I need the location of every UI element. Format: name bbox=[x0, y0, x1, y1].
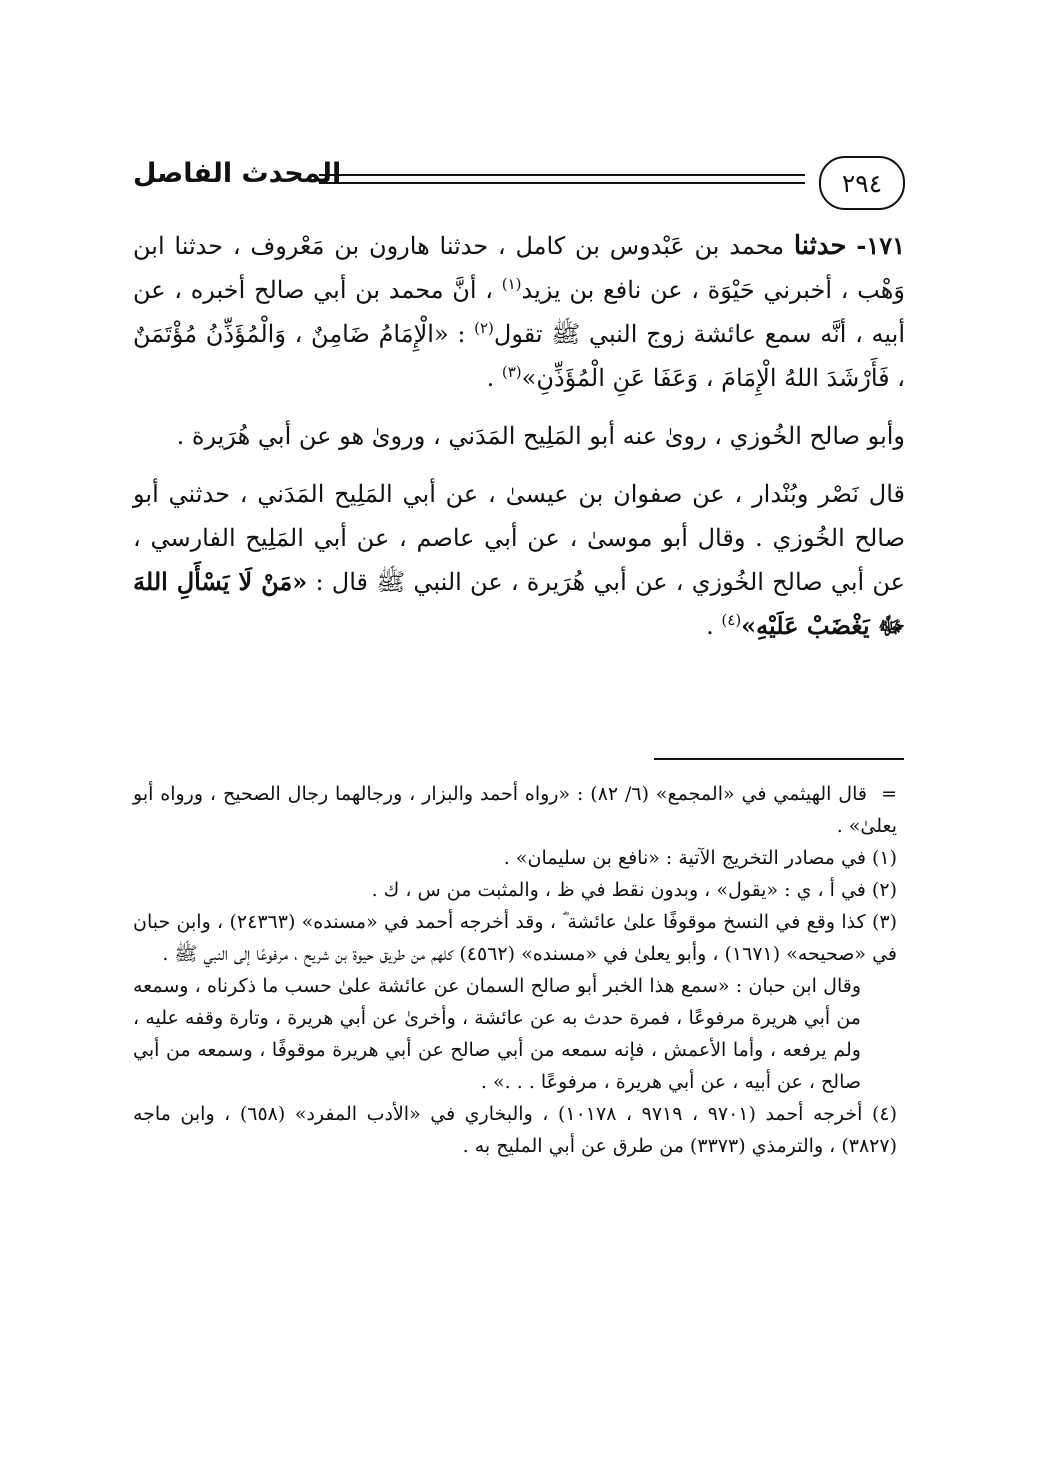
isnad-opening: حدثنا bbox=[793, 231, 847, 261]
hadith-paragraph bbox=[133, 224, 905, 400]
footnote-3-continued: وقال ابن حبان : «سمع هذا الخبر أبو صالح السمان عن عائشة علىٰ حسب ما ذكرناه ، وسمعه من أبي هريرة مرفوعًا ، فمرة حدث به عن عائشة ، وأخرىٰ عن أبي هريرة ، وتارة وقفه عليه ، ولم يرفعه ، وأما الأعمش ، فإنه سمعه من أبي صالح عن أبي هريرة موقوفًا ، وسمعه من أبي صالح ، عن أبيه ، عن أبي هريرة ، مرفوعًا . . .» . bbox=[133, 975, 861, 1093]
second-chain-paragraph bbox=[133, 472, 905, 648]
narrator-note-paragraph: وأبو صالح الخُوزي ، روىٰ عنه أبو المَلِيح المَدَني ، وروىٰ هو عن أبي هُرَيرة . bbox=[176, 422, 905, 450]
isnad-text-continued: ، أنَّ محمد بن أبي صالح أخبره ، عن أبيه ، أنَّه سمع عائشة زوج النبي ﷺ تقول bbox=[133, 276, 906, 348]
footnote-continuation-text: قال الهيثمي في «المجمع» (٦/ ٨٢) : «رواه أحمد والبزار ، ورجالهما رجال الصحيح ، ورواه أبو يعلىٰ» . bbox=[133, 783, 897, 837]
isnad-text: محمد بن عَبْدوس بن كامل ، حدثنا هارون بن مَعْروف ، حدثنا ابن وَهْب ، أخبرني حَيْوَة ، عن نافع بن يزيد bbox=[133, 232, 905, 304]
second-chain-text: قال نَصْر وبُنْدار ، عن صفوان بن عيسىٰ ، عن أبي المَلِيح المَدَني ، حدثني أبو صالح الخُوزي . وقال أبو موسىٰ ، عن أبي عاصم ، عن أبي المَلِيح الفارسي ، عن أبي صالح الخُوزي ، عن أبي هُرَيرة ، عن النبي ﷺ قال : bbox=[133, 480, 906, 596]
footnote-2: (٢) في أ ، ي : «يقول» ، وبدون نقط في ظ ، والمثبت من س ، ك . bbox=[371, 879, 897, 901]
header-rule-top bbox=[319, 174, 805, 176]
footnote-ref-2[interactable]: (٢) bbox=[474, 319, 494, 337]
main-text bbox=[133, 224, 905, 648]
footnote-ref-4[interactable]: (٤) bbox=[721, 611, 742, 629]
footnote-3: (٣) كذا وقع في النسخ موقوفًا علىٰ عائشة ؓ ، وقد أخرجه أحمد في «مسنده» (٢٤٣٦٣) ، وابن حبان في «صحيحه» (١٦٧١) ، وأبو يعلىٰ في «مسنده» (٤٥٦٢) كلهم من طريق حيوة بن شريح ، مرفوعًا إلى النبي ﷺ . bbox=[133, 911, 897, 965]
continuation-mark: = bbox=[881, 783, 897, 805]
footnote-continuation bbox=[133, 778, 897, 842]
paragraph-end: . bbox=[486, 364, 495, 392]
page-header bbox=[133, 150, 905, 220]
footnotes bbox=[133, 778, 897, 1162]
paragraph-end: . bbox=[706, 612, 714, 640]
footnote-ref-3[interactable]: (٣) bbox=[501, 363, 522, 381]
footnote-4: (٤) أخرجه أحمد (٩٧٠١ ، ٩٧١٩ ، ١٠١٧٨) ، والبخاري في «الأدب المفرد» (٦٥٨) ، وابن ماجه (٣٨٢٧) ، والترمذي (٣٣٧٣) من طرق عن أبي المليح به . bbox=[133, 1103, 898, 1157]
prophetic-quote: «مَنْ لَا يَسْأَلِ اللهَ ﷻ يَغْضَبْ عَلَيْهِ» bbox=[133, 567, 905, 640]
page-number: ٢٩٤ bbox=[819, 156, 905, 210]
hadith-number: ١٧١- bbox=[856, 231, 905, 260]
book-title: المحدث الفاصل bbox=[133, 158, 342, 189]
footnote-ref-1[interactable]: (١) bbox=[501, 275, 522, 293]
hadith-matn: : «الْإِمَامُ ضَامِنٌ ، وَالْمُؤَذِّنُ مُؤْتَمَنٌ ، فَأَرْشَدَ اللهُ الْإِمَامَ ، وَعَفَا عَنِ الْمُؤَذِّنِ» bbox=[133, 320, 905, 392]
footnote-separator bbox=[654, 758, 904, 760]
header-rule-bottom bbox=[319, 182, 805, 184]
footnote-1: (١) في مصادر التخريج الآتية : «نافع بن سليمان» . bbox=[503, 847, 897, 869]
